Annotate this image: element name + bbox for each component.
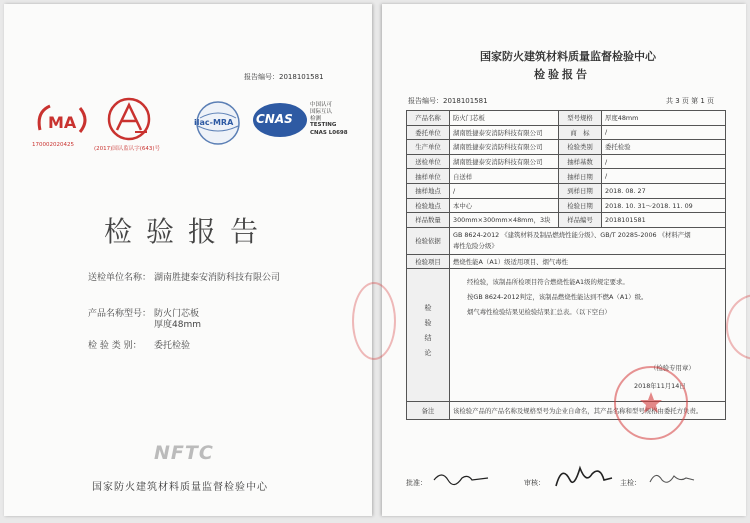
edge-stamp-left xyxy=(352,282,396,360)
field-value-product: 防火门芯板 xyxy=(154,309,200,319)
cnas-wordmark: CNAS xyxy=(256,112,293,126)
row-value: / xyxy=(602,169,726,184)
row-value: 湖南胜捷泰安消防科技有限公司 xyxy=(450,125,559,140)
cnas-logo xyxy=(252,100,362,150)
cnas-line5: CNAS L0698 xyxy=(310,130,348,136)
svg-text:MA: MA xyxy=(48,113,77,132)
report-page xyxy=(382,4,746,516)
row-value: 本中心 xyxy=(450,198,559,213)
row-value: 300mm×300mm×48mm，3块 xyxy=(450,213,559,228)
report-title: 检验报告 xyxy=(534,68,590,81)
row-value: 防火门芯板 xyxy=(450,111,559,126)
basis-row xyxy=(407,227,726,254)
field-label-company: 送检单位名称： xyxy=(88,273,152,283)
table-row xyxy=(407,154,726,169)
row-label: 抽样单位 xyxy=(407,169,450,184)
row-value: 厚度48mm xyxy=(602,111,726,126)
row-label: 到样日期 xyxy=(559,183,602,198)
edge-stamp xyxy=(726,294,750,360)
row-label: 送检单位 xyxy=(407,154,450,169)
table-row xyxy=(407,169,726,184)
cnas-line1: 中国认可 xyxy=(310,102,333,108)
ilac-mra-logo xyxy=(192,100,248,150)
field-value-company: 湖南胜捷泰安消防科技有限公司 xyxy=(154,273,281,283)
row-label: 生产单位 xyxy=(407,140,450,155)
row-value: 湖南胜捷泰安消防科技有限公司 xyxy=(450,154,559,169)
table-row xyxy=(407,140,726,155)
basis-value xyxy=(450,227,726,254)
inspection-stamp xyxy=(614,366,688,440)
nftc-logo: NFTC xyxy=(154,442,214,464)
table-row xyxy=(407,213,726,228)
cma-logo xyxy=(34,100,90,160)
field-value-thickness: 厚度48mm xyxy=(154,320,201,330)
conclusion-line-1: 经检验，该制品所检项目符合燃烧性能A1级的规定要求。 xyxy=(467,278,629,287)
row-label: 商 标 xyxy=(559,125,602,140)
table-row xyxy=(407,183,726,198)
reviewer-signature xyxy=(552,460,616,492)
row-value: 2018. 10. 31～2018. 11. 09 xyxy=(602,198,726,213)
items-label: 检验项目 xyxy=(407,254,450,269)
cal-logo xyxy=(94,96,164,162)
field-label-product: 产品名称型号： xyxy=(88,309,152,319)
remark-value: 该检验产品的产品名称及规格型号为企业自命名，其产品名称和型号规格由委托方负责。 xyxy=(450,402,726,420)
items-row xyxy=(407,254,726,269)
approve-label: 批准： xyxy=(406,479,427,487)
row-label: 抽样日期 xyxy=(559,169,602,184)
sign-date: 2018年11月14日 xyxy=(634,382,686,391)
review-label: 审核： xyxy=(524,479,545,487)
inspect-label: 主检： xyxy=(620,479,641,487)
remark-label: 备注 xyxy=(407,402,450,420)
row-value: 2018. 08. 27 xyxy=(602,183,726,198)
field-value-type: 委托检验 xyxy=(154,341,191,351)
row-label: 样品数量 xyxy=(407,213,450,228)
cma-number: 170002020425 xyxy=(32,142,74,148)
cover-report-number: 报告编号：2018101581 xyxy=(244,73,324,81)
row-label: 抽样地点 xyxy=(407,183,450,198)
row-value: 委托检验 xyxy=(602,140,726,155)
row-label: 委托单位 xyxy=(407,125,450,140)
row-value: 湖南胜捷泰安消防科技有限公司 xyxy=(450,140,559,155)
row-label: 检验地点 xyxy=(407,198,450,213)
conclusion-label: 检验结论 xyxy=(424,304,432,365)
row-label: 产品名称 xyxy=(407,111,450,126)
row-value: 自送样 xyxy=(450,169,559,184)
field-label-type: 检 验 类 别： xyxy=(88,341,142,351)
table-row xyxy=(407,125,726,140)
basis-line-2: 毒性危险分级》 xyxy=(453,241,498,250)
row-label: 样品编号 xyxy=(559,213,602,228)
conclusion-line-3: 烟气毒性检验结果见检验结果汇总表。（以下空白） xyxy=(467,308,611,317)
row-value: 2018101581 xyxy=(602,213,726,228)
inspector-signature xyxy=(648,468,698,488)
items-value: 燃烧性能A（A1）级适用项目、烟气毒性 xyxy=(450,254,726,269)
row-label: 检验类别 xyxy=(559,140,602,155)
cnas-line2: 国际互认 xyxy=(310,109,333,115)
row-label: 抽样基数 xyxy=(559,154,602,169)
table-row xyxy=(407,111,726,126)
report-center-name: 国家防火建筑材料质量监督检验中心 xyxy=(480,50,656,63)
basis-label: 检验依据 xyxy=(407,227,450,254)
row-label: 型号规格 xyxy=(559,111,602,126)
cnas-line4: TESTING xyxy=(310,122,337,128)
conclusion-line-2: 按GB 8624-2012判定，该制品燃烧性能达到不燃A（A1）级。 xyxy=(467,293,648,302)
stamp-star-icon xyxy=(616,368,686,438)
cover-page xyxy=(4,4,372,516)
conclusion-label-cell xyxy=(407,269,450,402)
approver-signature xyxy=(432,468,492,488)
page-info: 共 3 页 第 1 页 xyxy=(666,97,715,105)
ilac-label: ilac-MRA xyxy=(194,118,234,127)
cover-title: 检验报告 xyxy=(104,215,273,248)
cnas-line3: 检测 xyxy=(310,116,322,122)
row-value: / xyxy=(602,154,726,169)
row-value: / xyxy=(450,183,559,198)
cover-center-name: 国家防火建筑材料质量监督检验中心 xyxy=(92,482,268,493)
basis-line-1: GB 8624-2012 《建筑材料及制品燃烧性能分级》、GB/T 20285-2006 《材料产烟 xyxy=(453,230,691,239)
cal-caption: (2017)国认监认字(643)号 xyxy=(94,146,161,152)
report-number: 报告编号：2018101581 xyxy=(408,97,488,105)
seal-text: （检验专用章） xyxy=(650,364,695,373)
table-row xyxy=(407,198,726,213)
row-label: 检验日期 xyxy=(559,198,602,213)
row-value: / xyxy=(602,125,726,140)
